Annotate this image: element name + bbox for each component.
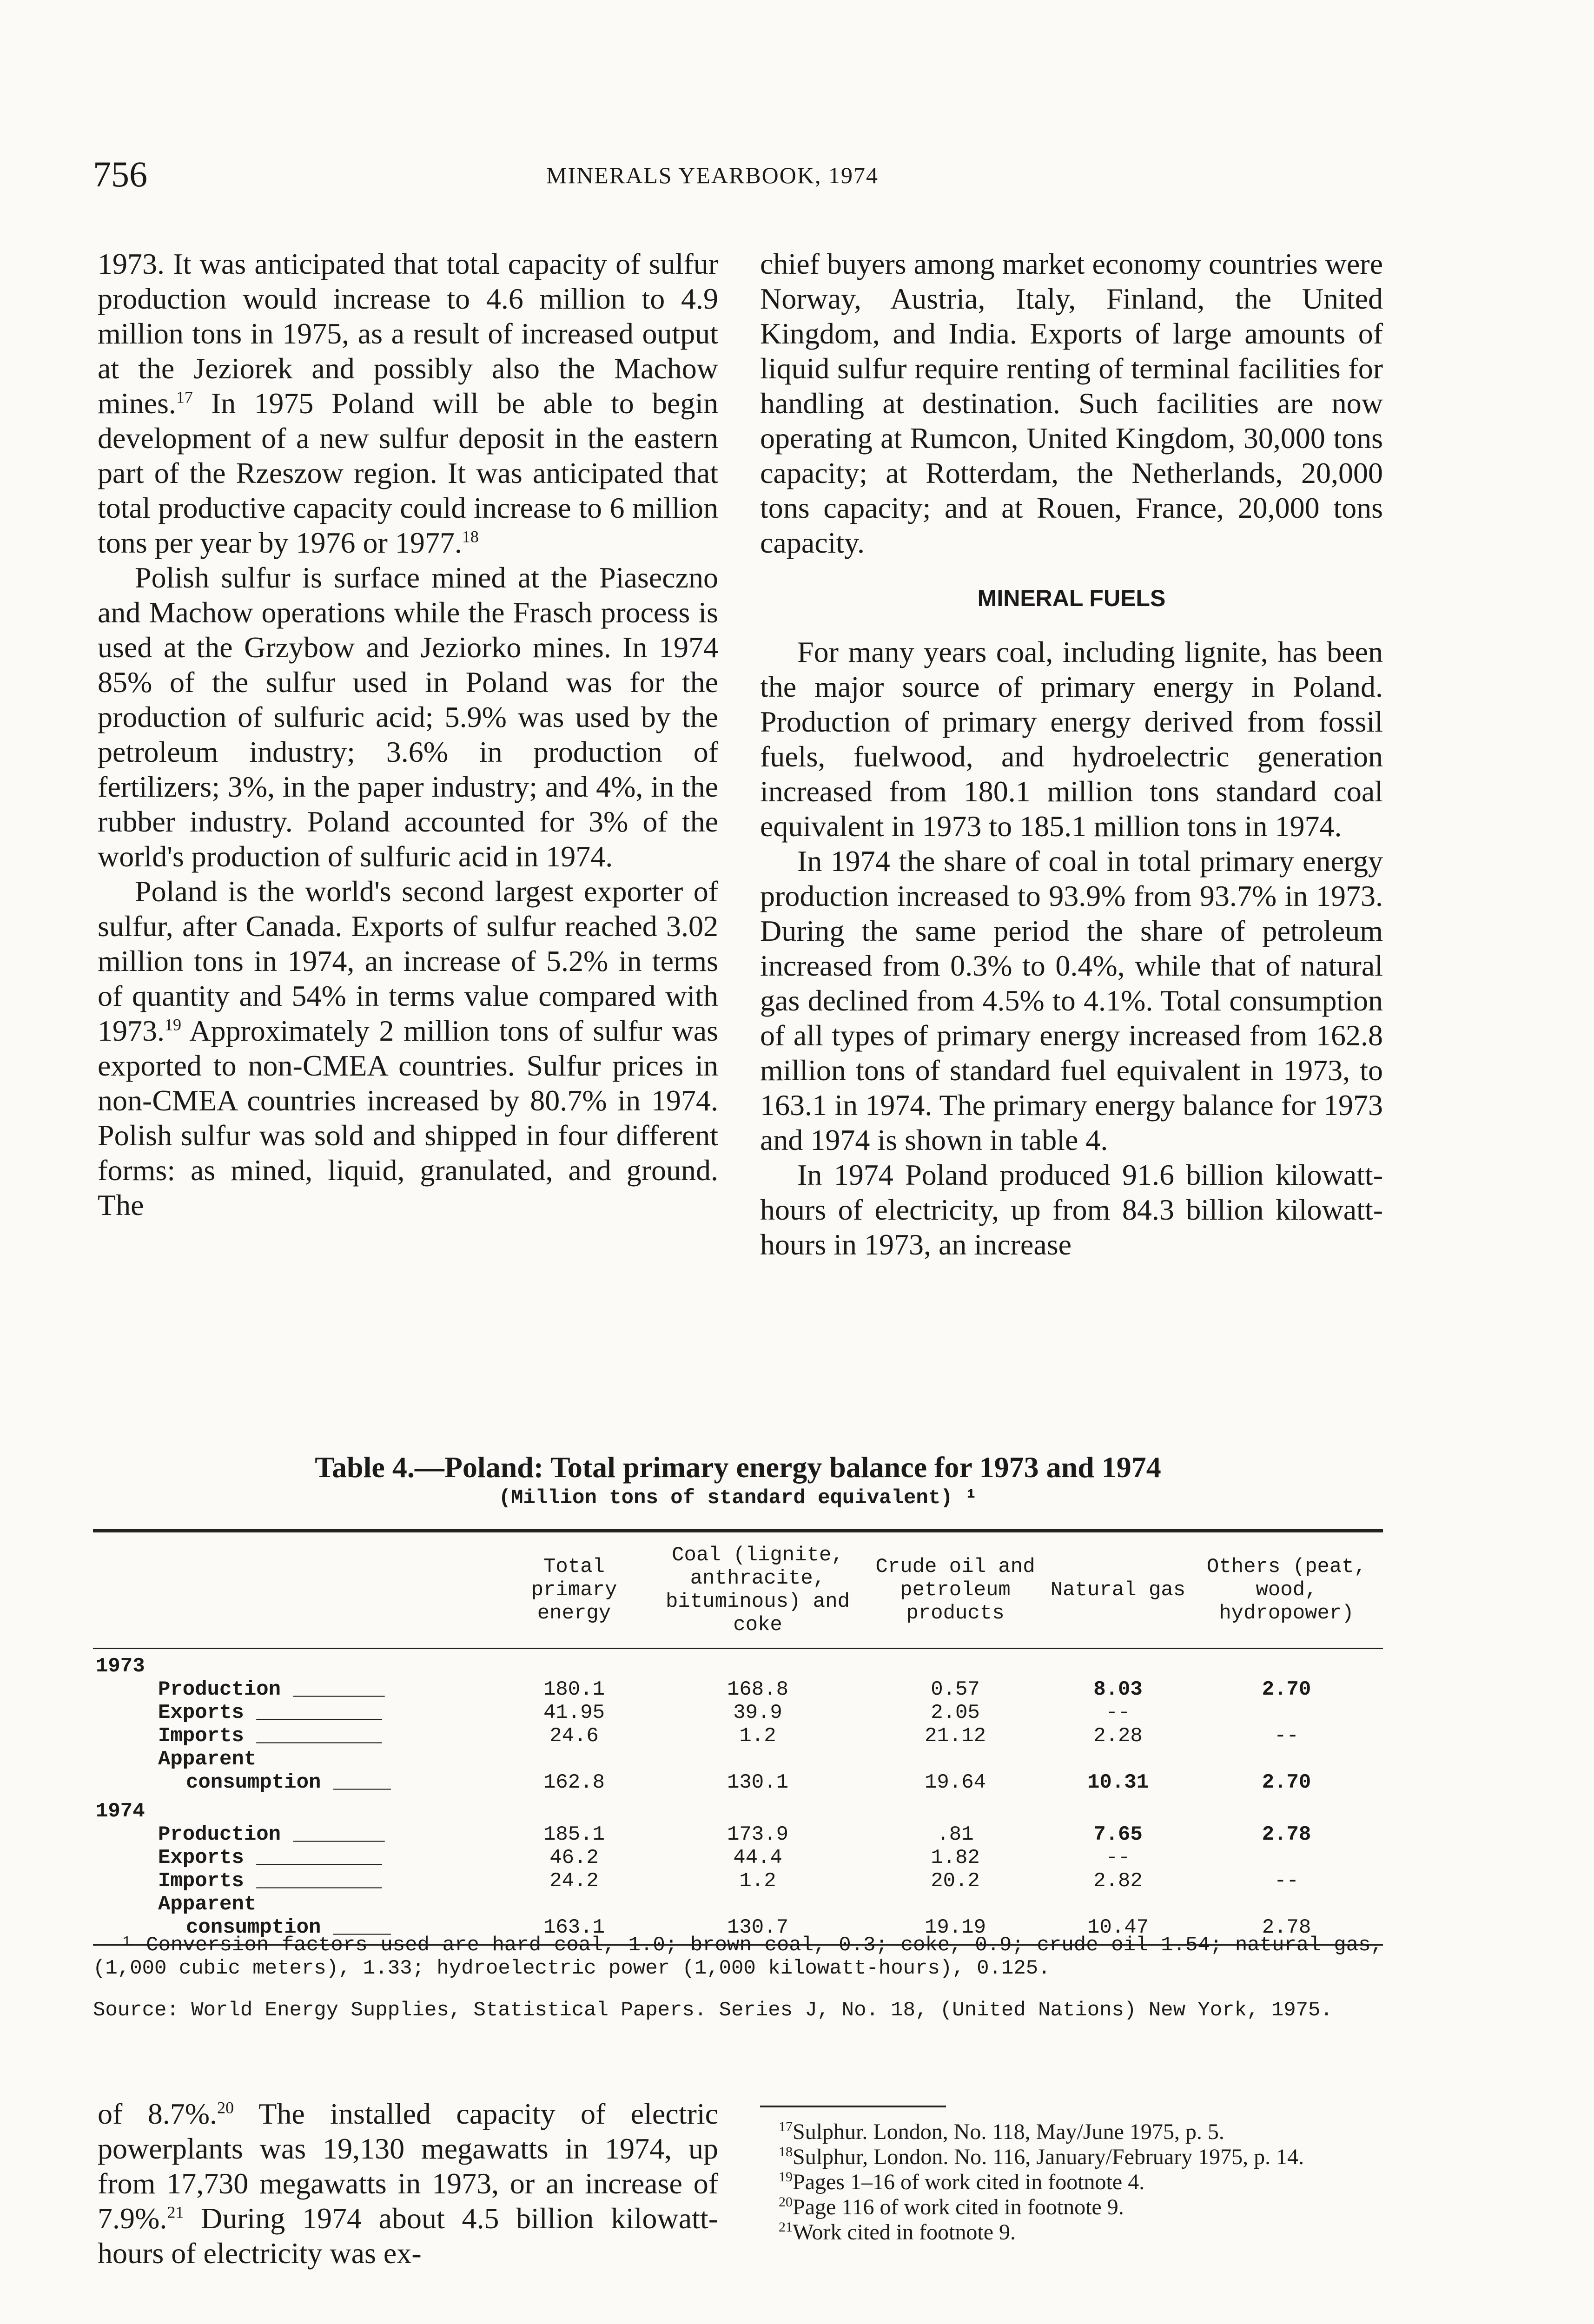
table-footnote: ¹ Conversion factors used are hard coal, 1.0; brown coal, 0.3; coke, 0.9; crude oil 1.54; natural gas, (1,000 cubic meters), 1.33; hydroelectric power (1,000 kilowatt-hours), 0.125. — [93, 1934, 1383, 1980]
table-subtitle: (Million tons of standard equivalent) ¹ — [498, 1486, 978, 1510]
column-header: Total primary energy — [497, 1531, 651, 1649]
footnote-ref: 21 — [167, 2203, 184, 2222]
table-row: Production ________ 180.1 168.8 0.57 8.03 2.70 — [158, 1678, 1311, 1701]
paragraph: For many years coal, including lignite, has been the major source of primary energy in Poland. Production of primary energy derived from fossil fuels, fuelwood, and hydroelectric generation increased from 180.1 million tons standard coal equivalent in 1973 to 185.1 million tons in 1974. — [760, 635, 1383, 843]
paragraph: chief buyers among market economy countries were Norway, Austria, Italy, Finland, the United Kingdom, and India. Exports of large amounts of liquid sulfur require renting of terminal facilities for handling at destination. Such facilities are now operating at Rumcon, United Kingdom, 30,000 tons capacity; at Rotterdam, the Netherlands, 20,000 tons capacity; and at Rouen, France, 20,000 tons capacity. — [760, 247, 1383, 559]
paragraph: Polish sulfur is surface mined at the Piaseczno and Machow operations while the Frasch process is used at the Grzybow and Jeziorko mines. In 1974 85% of the sulfur used in Poland was for the production of sulfuric acid; 5.9% was used by the petroleum industry; 3.6% in production of fertilizers; 3%, in the paper industry; and 4%, in the rubber industry. Poland accounted for 3% of the world's production of sulfuric acid in 1974. — [98, 561, 718, 873]
table-row: Production ________ 185.1 173.9 .81 7.65 2.78 — [158, 1823, 1311, 1846]
column-header: Crude oil and petroleum products — [865, 1531, 1046, 1649]
column-header — [93, 1531, 497, 1649]
footnote-ref: 20 — [217, 2098, 234, 2117]
right-column — [760, 246, 1383, 1262]
bottom-left-column — [98, 2096, 718, 2271]
table-row: Exports ___________ 41.95 39.9 2.05 -- — [158, 1701, 1131, 1724]
paragraph: Poland is the world's second largest exporter of sulfur, after Canada. Exports of sulfur reached 3.02 million tons in 1974, an increase of 5.2% in terms of quantity and 54% in terms value compared with 1973.19 Approximately 2 million tons of sulfur was exported to non-CMEA countries. Sulfur prices in non-CMEA countries increased by 80.7% in 1974. Polish sulfur was sold and shipped in four different forms: as mined, liquid, granulated, and ground. The — [98, 875, 718, 1221]
paragraph: of 8.7%.$^{20}$ The installed capacity of electric powerplants was 19,130 megawatts in 1974, up from 17,730 megawatts in 1973, or an increase of 7.9%.$^{21}$ During 1974 about 4.5 billion kilowatt-hours of electricity was ex- — [98, 2097, 719, 2270]
table-row: Apparent — [158, 1748, 257, 1771]
table-title: Table 4.—Poland: Total primary energy balance for 1973 and 1974 — [315, 1451, 1161, 1484]
table-row: Imports ___________ 24.2 1.2 20.2 2.82 -- — [158, 1869, 1299, 1893]
footnote: $^{19}$Pages 1–16 of work cited in footnote 4. — [779, 2169, 1145, 2194]
paragraph: In 1974 the share of coal in total primary energy production increased to 93.9% from 93.7% in 1973. During the same period the share of petroleum increased from 0.3% to 0.4%, while that of natural gas declined from 4.5% to 4.1%. Total consumption of all types of primary energy increased from 162.8 million tons of standard fuel equivalent in 1973, to 163.1 in 1974. The primary energy balance for 1973 and 1974 is shown in table 4. — [760, 845, 1383, 1156]
table-caption — [93, 1450, 1383, 1510]
paragraph: In 1974 Poland produced 91.6 billion kilowatt-hours of electricity, up from 84.3 billion kilowatt-hours in 1973, an increase — [760, 1158, 1383, 1261]
footnote-ref: 17 — [176, 388, 193, 407]
energy-balance-table — [93, 1529, 1383, 1946]
year-row: 1973 — [96, 1655, 145, 1678]
footnote: $^{20}$Page 116 of work cited in footnote 9. — [779, 2194, 1124, 2219]
column-header: Natural gas — [1046, 1531, 1190, 1649]
section-heading: MINERAL FUELS — [977, 585, 1166, 611]
footnote-ref: 18 — [462, 527, 479, 546]
footnote-ref: 19 — [165, 1015, 181, 1034]
footnote-divider — [760, 2106, 946, 2107]
table-header-row — [93, 1531, 1383, 1649]
table-row: Exports ___________ 46.2 44.4 1.82 -- — [158, 1846, 1131, 1869]
table-source: Source: World Energy Supplies, Statistical Papers. Series J, No. 18, (United Nations) New York, 1975. — [93, 1999, 1333, 2022]
column-header: Others (peat, wood, hydropower) — [1190, 1531, 1383, 1649]
page-number: 756 — [93, 154, 147, 194]
table-notes — [93, 1934, 1383, 2040]
paragraph: 1973. It was anticipated that total capacity of sulfur production would increase to 4.6 million to 4.9 million tons in 1975, as a result of increased output at the Jeziorek and possibly also the Machow mines.$^{17}$ In 1975 Poland will be able to begin development of a new sulfur deposit in the eastern part of the Rzeszow region. It was anticipated that total productive capacity could increase to 6 million tons per year by 1976 or 1977.18 — [98, 247, 718, 559]
footnotes — [760, 2119, 1383, 2245]
column-header: Coal (lignite, anthracite, bituminous) and coke — [651, 1531, 865, 1649]
table-row: consumption _____ 163.1 130.7 19.19 10.47 2.78 — [93, 1916, 1383, 1945]
year-row: 1974 — [96, 1800, 145, 1823]
running-title: MINERALS YEARBOOK, 1974 — [546, 162, 879, 188]
footnote: $^{17}$Sulphur. London, No. 118, May/June 1975, p. 5. — [779, 2119, 1224, 2144]
footnote: $^{21}$Work cited in footnote 9. — [779, 2219, 1016, 2245]
table-row: consumption _____ 162.8 130.1 19.64 10.31 2.70 — [186, 1771, 1311, 1794]
left-column — [98, 246, 718, 1222]
table-row: Imports ___________ 24.6 1.2 21.12 2.28 -- — [158, 1724, 1299, 1748]
footnote: $^{18}$Sulphur, London. No. 116, January/February 1975, p. 14. — [779, 2144, 1304, 2169]
table-row: Apparent — [158, 1893, 257, 1916]
